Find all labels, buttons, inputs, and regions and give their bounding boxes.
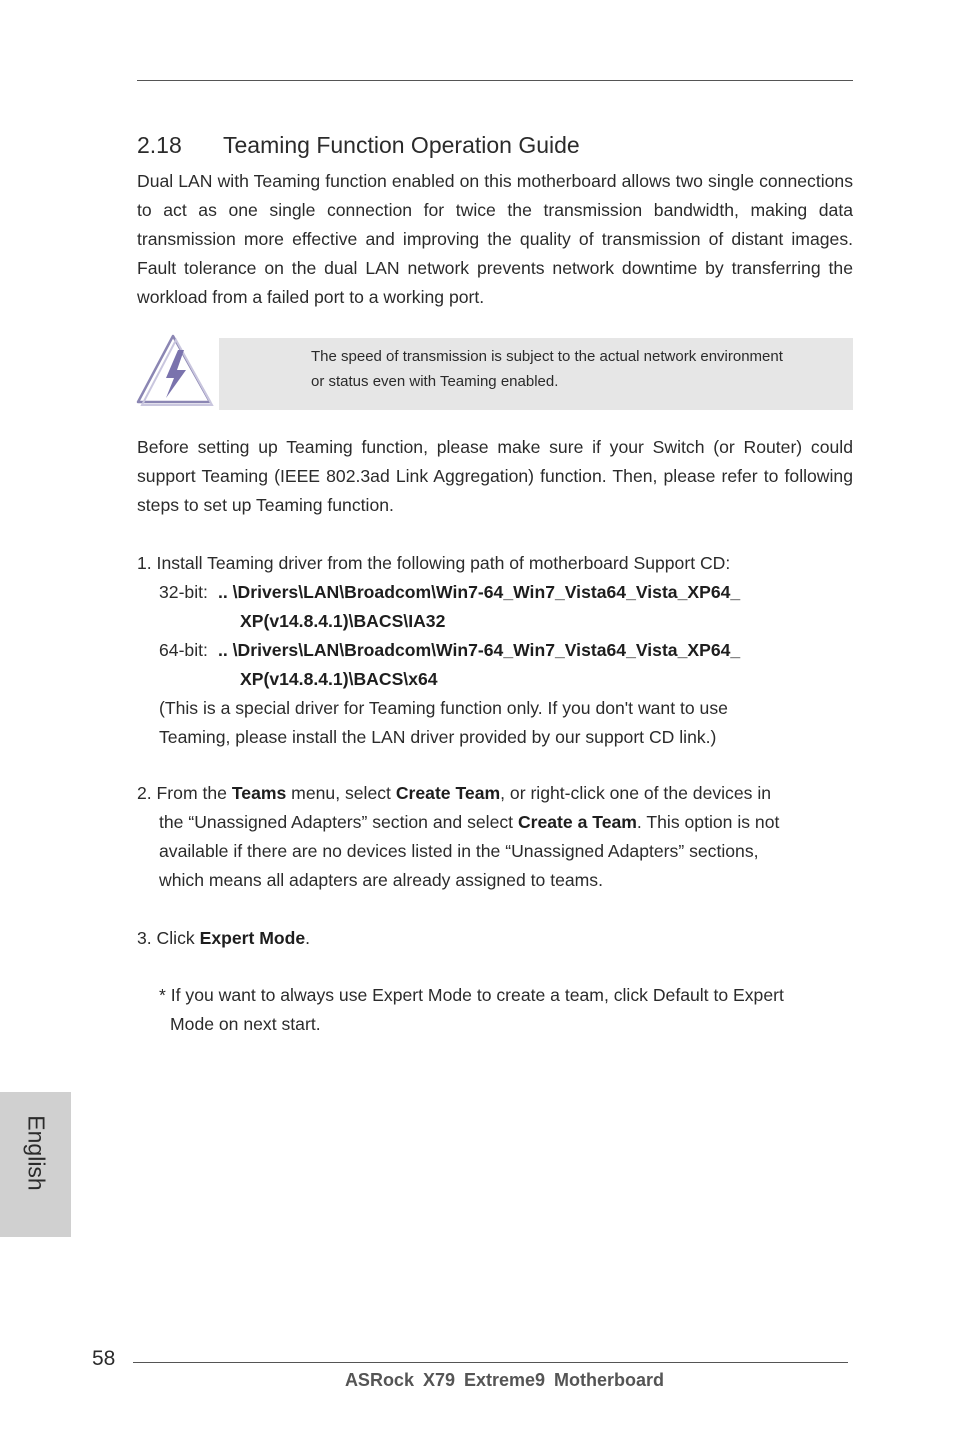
step-2-text-a: 2. From the: [137, 783, 232, 803]
tip-line-2: Mode on next start.: [170, 1014, 321, 1034]
intro-paragraph: Dual LAN with Teaming function enabled on this motherboard allows two single connections to act as one single connection for twice the transmission bandwidth, making data transmission more effective and improving the quality of transmission of distant images. Fault tolerance on the dual LAN network prevents network downtime by transferring the workload from a failed port to a working port.: [137, 171, 853, 307]
create-team-term: Create Team: [395, 783, 501, 803]
language-tab-label: English: [23, 1115, 50, 1191]
expert-mode-term: Expert Mode: [199, 928, 306, 948]
path-32bit: [137, 578, 853, 607]
step-2-text-d: the “Unassigned Adapters” section and select: [159, 812, 518, 832]
step-1: [137, 549, 853, 752]
footer-rule: [133, 1362, 848, 1363]
prerequisite-paragraph: Before setting up Teaming function, please make sure if your Switch (or Router) could support Teaming (IEEE 802.3ad Link Aggregation) function. Then, please refer to following steps to set up Teaming function.: [137, 437, 853, 515]
driver-remark-2: Teaming, please install the LAN driver provided by our support CD link.): [159, 727, 717, 747]
step-2-text-e: . This option is not: [636, 812, 780, 832]
driver-remark-1: (This is a special driver for Teaming function only. If you don't want to use: [159, 698, 728, 718]
path-64bit-cont-row: [137, 665, 853, 694]
create-a-team-term: Create a Team: [517, 812, 637, 832]
note-box: [219, 338, 853, 410]
step-2-line-1: [137, 779, 853, 808]
step-2-line-2: [137, 808, 853, 837]
path-64bit-value-cont: XP(v14.8.4.1)\BACS\x64: [240, 669, 438, 689]
path-64bit-label: 64-bit:: [159, 640, 208, 660]
section-title: Teaming Function Operation Guide: [223, 132, 580, 158]
step-2: [137, 779, 853, 895]
step-3-text-b: .: [305, 928, 311, 948]
tip-line-1: * If you want to always use Expert Mode to create a team, click Default to Expert: [159, 985, 784, 1005]
note-text: [311, 344, 845, 394]
note-line-2: or status even with Teaming enabled.: [311, 373, 559, 390]
teams-menu-term: Teams: [231, 783, 287, 803]
path-32bit-value: .. \Drivers\LAN\Broadcom\Win7-64_Win7_Vista64_Vista_XP64_: [218, 582, 741, 602]
step-2-line-3: available if there are no devices listed in the “Unassigned Adapters” sections,: [159, 841, 759, 861]
warning-icon: [136, 334, 214, 408]
section-heading: [137, 132, 580, 159]
top-rule: [137, 80, 853, 81]
page-number: 58: [92, 1347, 116, 1370]
path-64bit-value: .. \Drivers\LAN\Broadcom\Win7-64_Win7_Vista64_Vista_XP64_: [218, 640, 741, 660]
path-32bit-label: 32-bit:: [159, 582, 208, 602]
footer-title: ASRock X79 Extreme9 Motherboard: [344, 1370, 665, 1390]
step-2-text-c: , or right-click one of the devices in: [500, 783, 772, 803]
step-2-text-b: menu, select: [286, 783, 396, 803]
expert-mode-tip: [159, 981, 853, 1039]
path-32bit-value-cont: XP(v14.8.4.1)\BACS\IA32: [240, 611, 446, 631]
path-64bit: [137, 636, 853, 665]
step-3: [137, 924, 853, 953]
note-line-1: The speed of transmission is subject to the actual network environment: [311, 348, 783, 365]
step-3-text-a: 3. Click: [137, 928, 200, 948]
path-32bit-cont-row: [137, 607, 853, 636]
step-1-text: 1. Install Teaming driver from the following path of motherboard Support CD:: [137, 553, 731, 573]
step-2-line-4: which means all adapters are already assigned to teams.: [159, 870, 603, 890]
section-number: 2.18: [137, 132, 182, 158]
